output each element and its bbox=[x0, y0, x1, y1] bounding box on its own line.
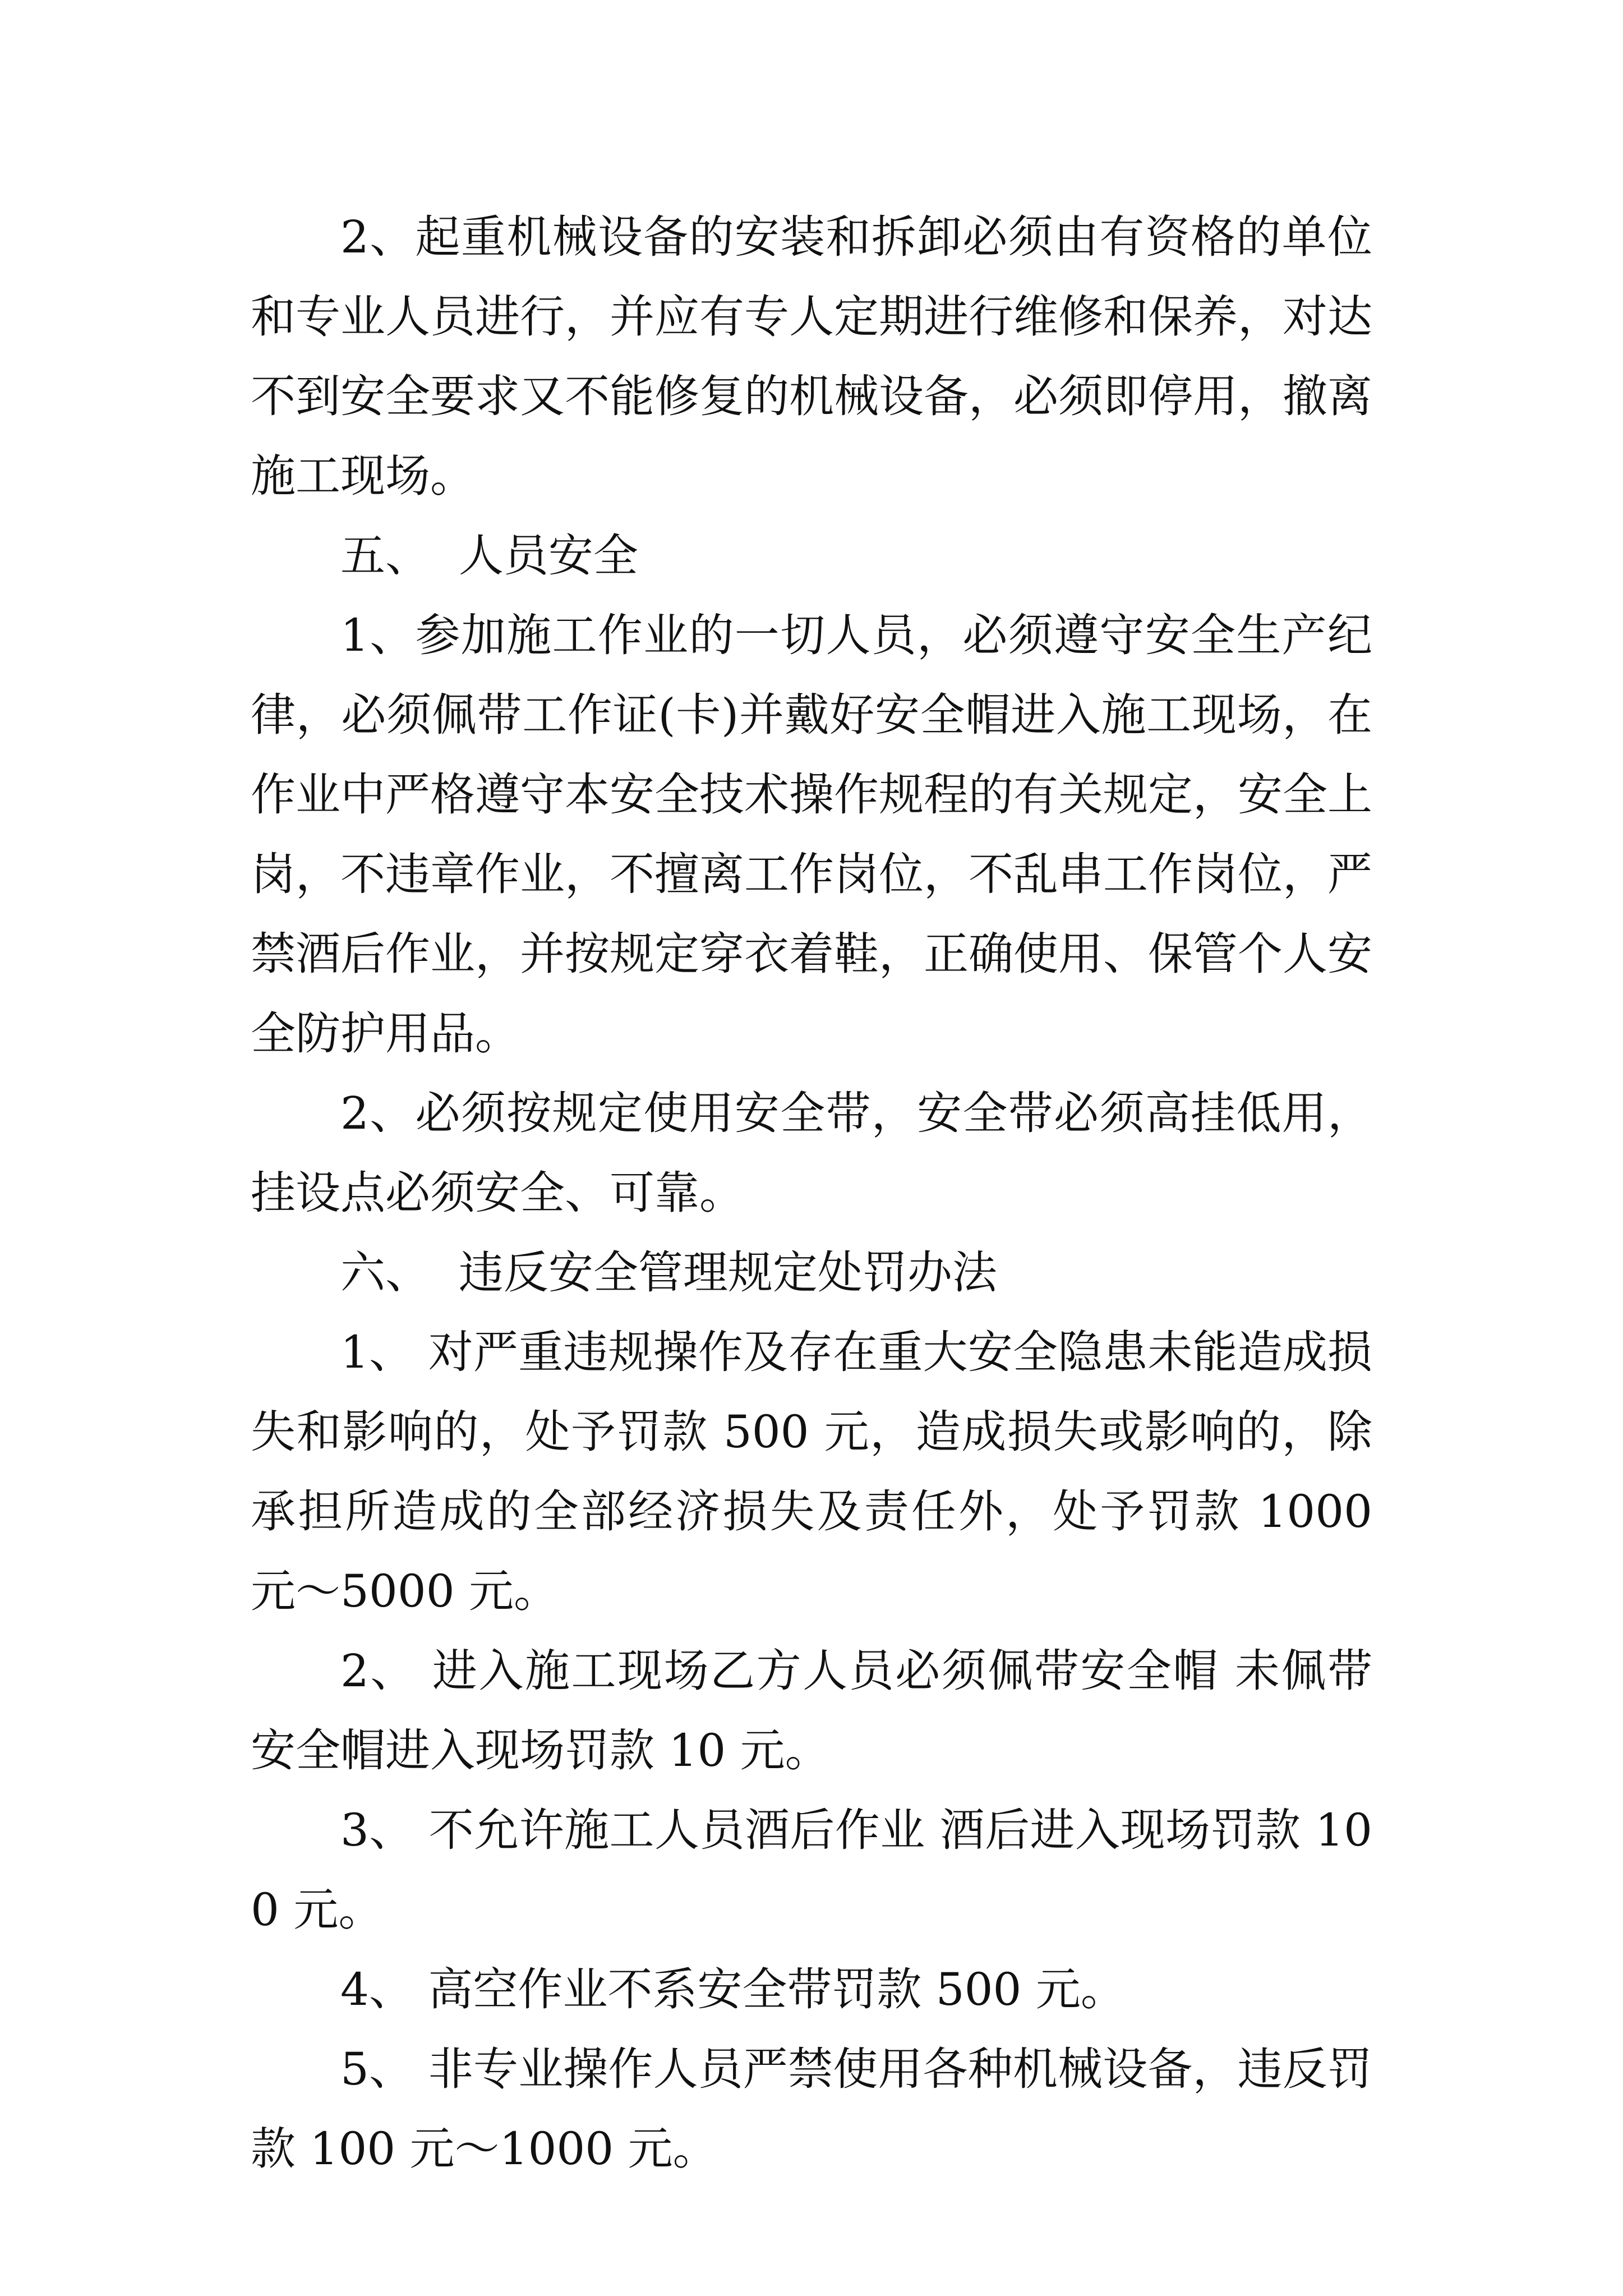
paragraph-personnel-rule-1: 1、参加施工作业的一切人员，必须遵守安全生产纪律，必须佩带工作证(卡)并戴好安全帽进入施工现场，在作业中严格遵守本安全技术操作规程的有关规定，安全上岗，不违章作业，不擅离工作岗位，不乱串工作岗位，严禁酒后作业，并按规定穿衣着鞋，正确使用、保管个人安全防护用品。 bbox=[251, 609, 1372, 1060]
section-heading-penalties: 六、 违反安全管理规定处罚办法 bbox=[340, 1246, 997, 1299]
section-heading-personnel-safety: 五、 人员安全 bbox=[340, 530, 638, 582]
paragraph-penalty-4: 4、 高空作业不系安全带罚款 500 元。 bbox=[340, 1963, 1126, 2016]
paragraph-crane-installation: 2、起重机械设备的安装和拆卸必须由有资格的单位和专业人员进行，并应有专人定期进行维修和保养，对达不到安全要求又不能修复的机械设备，必须即停用，撤离施工现场。 bbox=[251, 211, 1372, 502]
paragraph-penalty-2: 2、 进入施工现场乙方人员必须佩带安全帽 未佩带安全帽进入现场罚款 10 元。 bbox=[251, 1645, 1372, 1777]
paragraph-personnel-rule-2: 2、必须按规定使用安全带，安全带必须高挂低用，挂设点必须安全、可靠。 bbox=[251, 1087, 1372, 1219]
paragraph-penalty-3: 3、 不允许施工人员酒后作业 酒后进入现场罚款 100 元。 bbox=[251, 1804, 1372, 1936]
document-body bbox=[251, 197, 1372, 2189]
paragraph-penalty-5: 5、 非专业操作人员严禁使用各种机械设备，违反罚款 100 元～1000 元。 bbox=[251, 2043, 1372, 2175]
paragraph-penalty-1: 1、 对严重违规操作及存在重大安全隐患未能造成损失和影响的，处予罚款 500 元，造成损失或影响的，除承担所造成的全部经济损失及责任外，处予罚款 1000 元～5000 元。 bbox=[251, 1326, 1372, 1617]
